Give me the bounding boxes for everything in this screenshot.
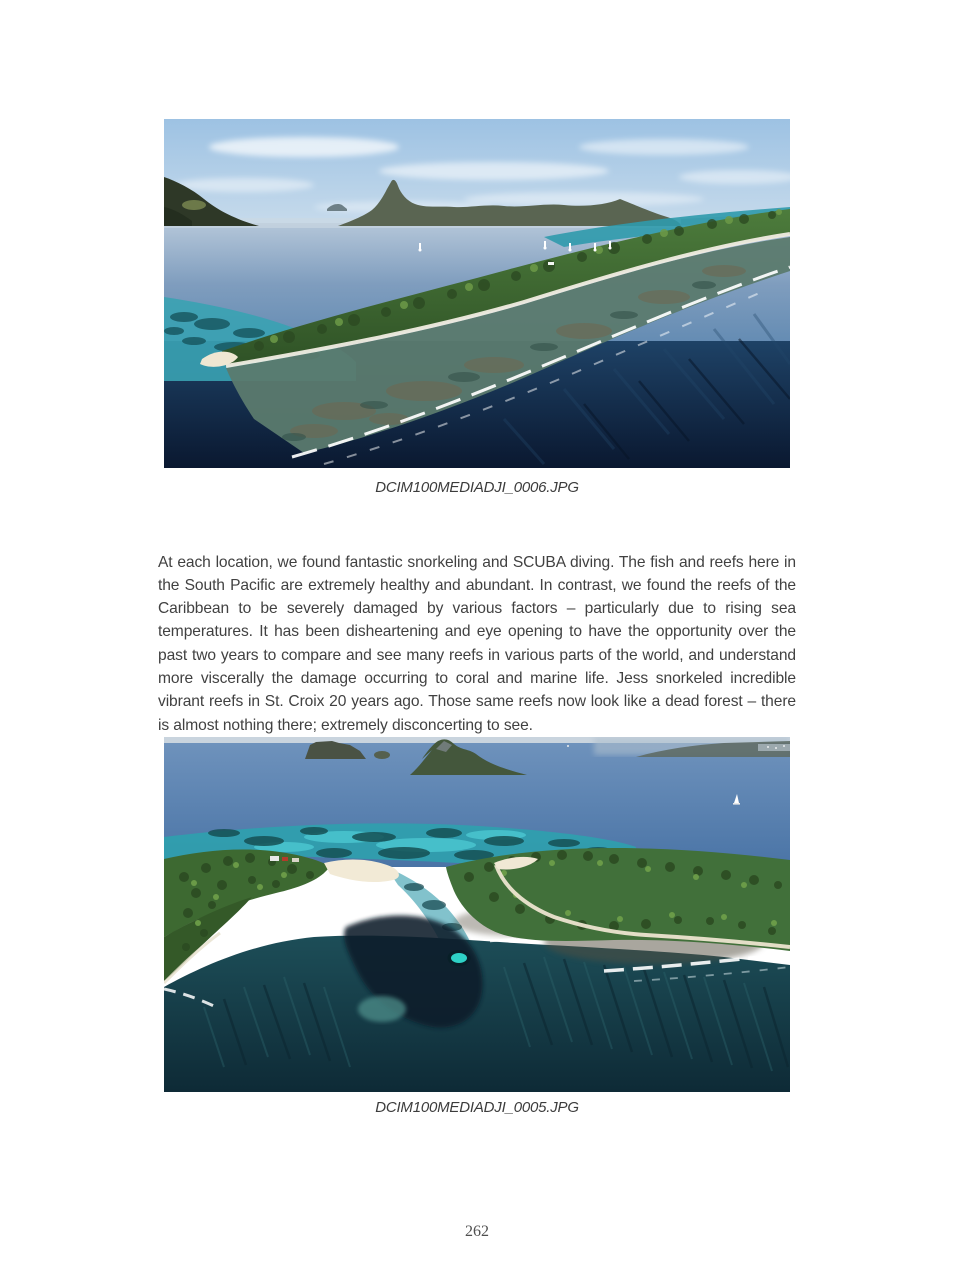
photo-caption-2: DCIM100MEDIADJI_0005.JPG (375, 1099, 579, 1116)
page-number: 262 (465, 1223, 489, 1240)
figure-aerial-photo-1 (164, 119, 790, 468)
figure-aerial-photo-2 (164, 737, 790, 1092)
body-paragraph: At each location, we found fantastic snorkeling and SCUBA diving. The fish and reefs here in the South Pacific are extremely healthy and abundant. In contrast, we found the reefs of the Caribbean to be severely damaged by various factors – particularly due to rising sea temperatures. It has been disheartening and eye opening to have the opportunity over the past two years to compare and see many reefs in various parts of the world, and understand more viscerally the damage occurring to coral and marine life. Jess snorkeled incredible vibrant reefs in St. Croix 20 years ago. Those same reefs now look like a dead forest – there is almost nothing there; extremely disconcerting to see. (158, 553, 796, 734)
photo-caption-1: DCIM100MEDIADJI_0006.JPG (375, 479, 579, 496)
aerial-reef-channel-photo (164, 737, 790, 1092)
aerial-island-reef-photo (164, 119, 790, 468)
